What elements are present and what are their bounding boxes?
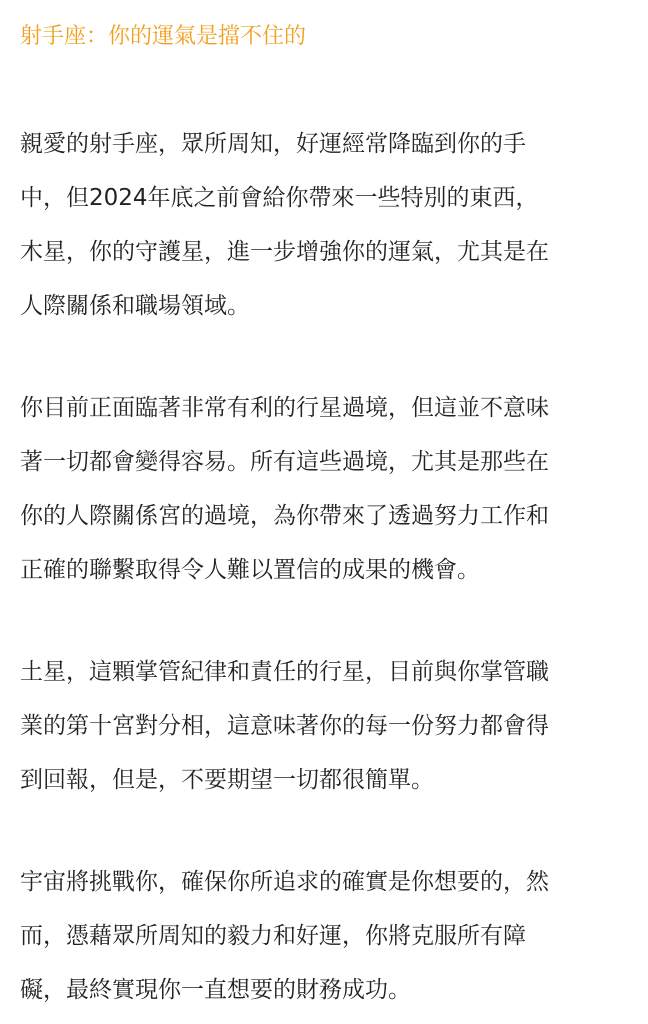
paragraph-line: 到回報，但是，不要期望一切都很簡單。 — [20, 767, 434, 793]
paragraph-line: 中，但2024年底之前會給你帶來一些特別的東西， — [20, 185, 539, 211]
paragraph-line: 你目前正面臨著非常有利的行星過境，但這並不意味 — [20, 395, 549, 421]
paragraph-line: 你的人際關係宮的過境，為你帶來了透過努力工作和 — [20, 503, 549, 529]
paragraph-3 — [20, 645, 549, 807]
paragraph-4 — [20, 855, 549, 1017]
paragraph-2 — [20, 381, 549, 597]
paragraph-1 — [20, 117, 549, 333]
paragraph-line: 著一切都會變得容易。所有這些過境，尤其是那些在 — [20, 449, 549, 475]
paragraph-line: 土星，這顆掌管紀律和責任的行星，目前與你掌管職 — [20, 659, 549, 685]
paragraph-line: 而，憑藉眾所周知的毅力和好運，你將克服所有障 — [20, 923, 526, 949]
paragraph-line: 業的第十宮對分相，這意味著你的每一份努力都會得 — [20, 713, 549, 739]
paragraph-line: 正確的聯繫取得令人難以置信的成果的機會。 — [20, 557, 480, 583]
paragraph-line: 親愛的射手座，眾所周知，好運經常降臨到你的手 — [20, 131, 526, 157]
paragraph-line: 木星，你的守護星，進一步增強你的運氣，尤其是在 — [20, 239, 549, 265]
paragraph-line: 宇宙將挑戰你，確保你所追求的確實是你想要的，然 — [20, 869, 549, 895]
paragraph-line: 人際關係和職場領域。 — [20, 293, 250, 319]
article-title: 射手座：你的運氣是擋不住的 — [20, 24, 307, 49]
paragraph-line: 礙，最終實現你一直想要的財務成功。 — [20, 977, 411, 1003]
